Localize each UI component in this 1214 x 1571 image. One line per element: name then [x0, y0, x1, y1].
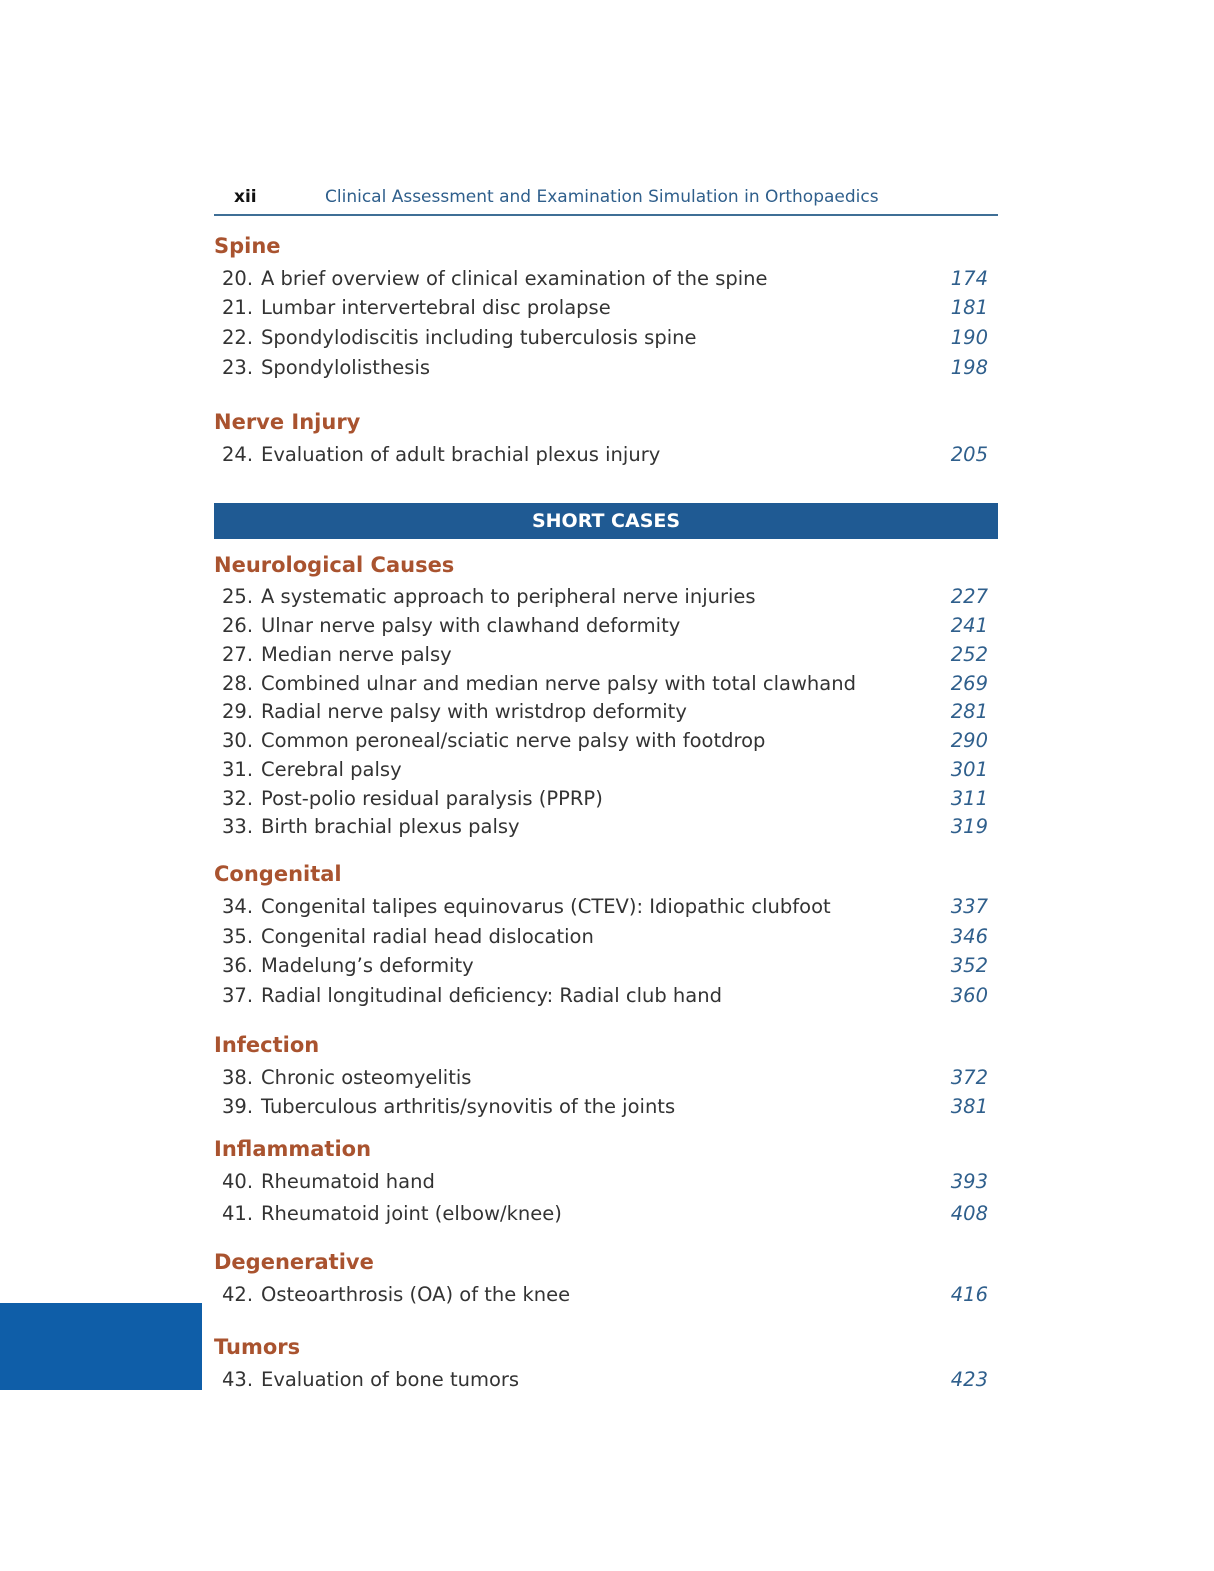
toc-entry [214, 984, 998, 1012]
entry-title: Common peroneal/sciatic nerve palsy with footdrop [261, 729, 766, 752]
entry-page-number: 393 [950, 1170, 988, 1193]
section-heading-degenerative: Degenerative [214, 1250, 374, 1274]
running-header [214, 184, 998, 216]
entry-title: Congenital talipes equinovarus (CTEV): Idiopathic clubfoot [261, 895, 831, 918]
entry-page-number: 190 [950, 326, 988, 349]
entry-number: 37. [222, 984, 254, 1007]
entry-page-number: 181 [950, 296, 988, 319]
section-heading-congenital: Congenital [214, 862, 342, 886]
entry-title: Median nerve palsy [261, 643, 452, 666]
section-heading-neurological-causes: Neurological Causes [214, 553, 455, 577]
entry-number: 33. [222, 815, 254, 838]
entry-title: Radial nerve palsy with wristdrop deformity [261, 700, 687, 723]
entry-title: A brief overview of clinical examination of the spine [261, 267, 768, 290]
entry-number: 30. [222, 729, 254, 752]
entry-number: 41. [222, 1202, 254, 1225]
entry-page-number: 198 [950, 356, 988, 379]
toc-entry [214, 1368, 998, 1396]
entry-number: 23. [222, 356, 254, 379]
entry-title: Congenital radial head dislocation [261, 925, 594, 948]
entry-page-number: 352 [950, 954, 988, 977]
entry-number: 20. [222, 267, 254, 290]
entry-title: Spondylodiscitis including tuberculosis spine [261, 326, 697, 349]
toc-entry [214, 356, 998, 384]
entry-title: Osteoarthrosis (OA) of the knee [261, 1283, 571, 1306]
entry-title: Birth brachial plexus palsy [261, 815, 520, 838]
section-heading-spine: Spine [214, 234, 281, 258]
entry-title: Spondylolisthesis [261, 356, 431, 379]
entry-title: Post-polio residual paralysis (PPRP) [261, 787, 603, 810]
entry-title: Cerebral palsy [261, 758, 402, 781]
entry-title: Ulnar nerve palsy with clawhand deformity [261, 614, 681, 637]
entry-number: 27. [222, 643, 254, 666]
entry-page-number: 337 [950, 895, 988, 918]
entry-page-number: 408 [950, 1202, 988, 1225]
page-folio: xii [234, 187, 257, 207]
toc-entry [214, 1066, 998, 1094]
entry-number: 26. [222, 614, 254, 637]
entry-title: Madelung’s deformity [261, 954, 474, 977]
entry-title: Radial longitudinal deficiency: Radial club hand [261, 984, 722, 1007]
entry-page-number: 416 [950, 1283, 988, 1306]
toc-entry [214, 1170, 998, 1198]
entry-page-number: 205 [950, 443, 988, 466]
toc-entry [214, 729, 998, 757]
entry-page-number: 360 [950, 984, 988, 1007]
toc-entry [214, 954, 998, 982]
running-title: Clinical Assessment and Examination Simulation in Orthopaedics [325, 187, 879, 207]
toc-entry [214, 787, 998, 815]
entry-title: Chronic osteomyelitis [261, 1066, 472, 1089]
toc-entry [214, 925, 998, 953]
section-heading-inflammation: Inflammation [214, 1137, 372, 1161]
entry-page-number: 227 [950, 585, 988, 608]
entry-page-number: 174 [950, 267, 988, 290]
toc-entry [214, 700, 998, 728]
entry-title: Evaluation of adult brachial plexus injury [261, 443, 661, 466]
entry-title: Combined ulnar and median nerve palsy with total clawhand [261, 672, 856, 695]
entry-number: 40. [222, 1170, 254, 1193]
entry-page-number: 241 [950, 614, 988, 637]
entry-number: 39. [222, 1095, 254, 1118]
entry-title: A systematic approach to peripheral nerve injuries [261, 585, 756, 608]
entry-page-number: 423 [950, 1368, 988, 1391]
entry-number: 36. [222, 954, 254, 977]
chapter-thumb-tab [0, 1303, 202, 1390]
entry-page-number: 269 [950, 672, 988, 695]
toc-entry [214, 1283, 998, 1311]
toc-entry [214, 296, 998, 324]
entry-page-number: 281 [950, 700, 988, 723]
entry-title: Rheumatoid joint (elbow/knee) [261, 1202, 562, 1225]
entry-title: Tuberculous arthritis/synovitis of the joints [261, 1095, 676, 1118]
short-cases-banner: SHORT CASES [214, 503, 998, 539]
entry-page-number: 311 [950, 787, 988, 810]
entry-number: 42. [222, 1283, 254, 1306]
toc-entry [214, 672, 998, 700]
entry-title: Evaluation of bone tumors [261, 1368, 520, 1391]
toc-entry [214, 326, 998, 354]
entry-number: 38. [222, 1066, 254, 1089]
section-heading-infection: Infection [214, 1033, 320, 1057]
entry-number: 32. [222, 787, 254, 810]
entry-number: 28. [222, 672, 254, 695]
toc-entry [214, 758, 998, 786]
entry-page-number: 372 [950, 1066, 988, 1089]
entry-number: 24. [222, 443, 254, 466]
toc-entry [214, 1202, 998, 1230]
toc-entry [214, 585, 998, 613]
entry-number: 22. [222, 326, 254, 349]
toc-entry [214, 267, 998, 295]
entry-page-number: 252 [950, 643, 988, 666]
entry-page-number: 301 [950, 758, 988, 781]
entry-number: 21. [222, 296, 254, 319]
entry-page-number: 381 [950, 1095, 988, 1118]
section-heading-nerve-injury: Nerve Injury [214, 410, 361, 434]
toc-entry [214, 815, 998, 843]
entry-number: 31. [222, 758, 254, 781]
entry-page-number: 290 [950, 729, 988, 752]
toc-entry [214, 895, 998, 923]
entry-number: 43. [222, 1368, 254, 1391]
toc-entry [214, 614, 998, 642]
toc-entry [214, 1095, 998, 1123]
entry-title: Lumbar intervertebral disc prolapse [261, 296, 611, 319]
entry-number: 25. [222, 585, 254, 608]
entry-number: 34. [222, 895, 254, 918]
entry-number: 35. [222, 925, 254, 948]
toc-entry [214, 443, 998, 471]
toc-entry [214, 643, 998, 671]
entry-page-number: 319 [950, 815, 988, 838]
entry-number: 29. [222, 700, 254, 723]
entry-title: Rheumatoid hand [261, 1170, 435, 1193]
entry-page-number: 346 [950, 925, 988, 948]
section-heading-tumors: Tumors [214, 1335, 301, 1359]
